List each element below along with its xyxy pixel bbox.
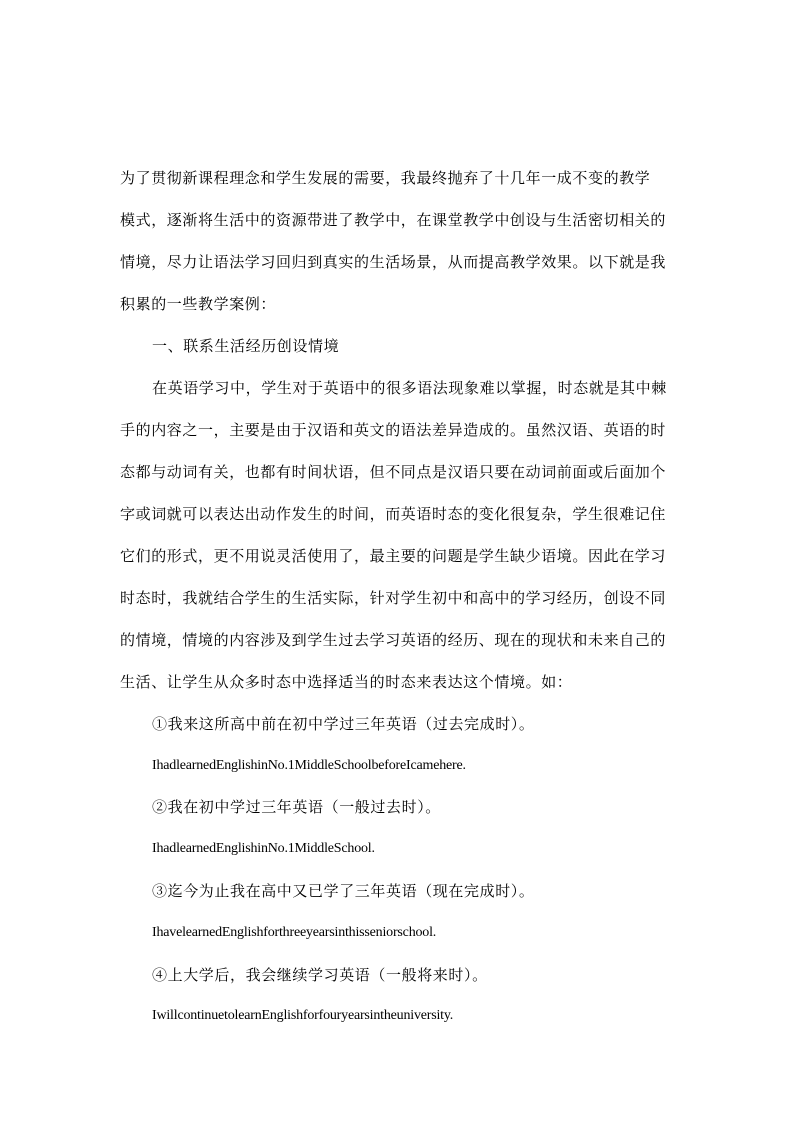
intro-line-2: 模式，逐渐将生活中的资源带进了教学中，在课堂教学中创设与生活密切相关的 (120, 211, 667, 229)
body-line-7: 的情境，情境的内容涉及到学生过去学习英语的经历、现在的现状和未来自己的 (120, 631, 667, 649)
example-1-english: IhadlearnedEnglishinNo.1MiddleSchoolbeforeIcamehere. (152, 758, 466, 773)
intro-line-3: 情境，尽力让语法学习回归到真实的生活场景，从而提高教学效果。以下就是我 (120, 253, 667, 271)
example-3-english: IhavelearnedEnglishforthreeyearsinthisseniorschool. (152, 925, 437, 940)
example-4-chinese: ④上大学后，我会继续学习英语（一般将来时）。 (152, 966, 488, 984)
body-line-5: 它们的形式，更不用说灵活使用了，最主要的问题是学生缺少语境。因此在学习 (120, 547, 667, 565)
body-line-4: 字或词就可以表达出动作发生的时间，而英语时态的变化很复杂，学生很难记住 (120, 505, 667, 523)
body-line-1: 在英语学习中，学生对于英语中的很多语法现象难以掌握，时态就是其中棘 (152, 379, 667, 397)
example-1-chinese: ①我来这所高中前在初中学过三年英语（过去完成时）。 (152, 715, 535, 733)
intro-line-1: 为了贯彻新课程理念和学生发展的需要，我最终抛弃了十几年一成不变的教学 (120, 169, 651, 187)
example-2-chinese: ②我在初中学过三年英语（一般过去时）。 (152, 798, 441, 816)
body-line-6: 时态时，我就结合学生的生活实际，针对学生初中和高中的学习经历，创设不同 (120, 589, 667, 607)
body-line-3: 态都与动词有关，也都有时间状语，但不同点是汉语只要在动词前面或后面加个 (120, 463, 667, 481)
example-2-english: IhadlearnedEnglishinNo.1MiddleSchool. (152, 841, 375, 856)
intro-line-4: 积累的一些教学案例： (120, 295, 277, 313)
section-heading: 一、联系生活经历创设情境 (152, 337, 340, 355)
body-line-8: 生活、让学生从众多时态中选择适当的时态来表达这个情境。如： (120, 673, 573, 691)
body-line-2: 手的内容之一，主要是由于汉语和英文的语法差异造成的。虽然汉语、英语的时 (120, 421, 667, 439)
example-3-chinese: ③迄今为止我在高中又已学了三年英语（现在完成时）。 (152, 882, 535, 900)
example-4-english: IwillcontinuetolearnEnglishforfouryearsintheuniversity. (152, 1008, 454, 1023)
